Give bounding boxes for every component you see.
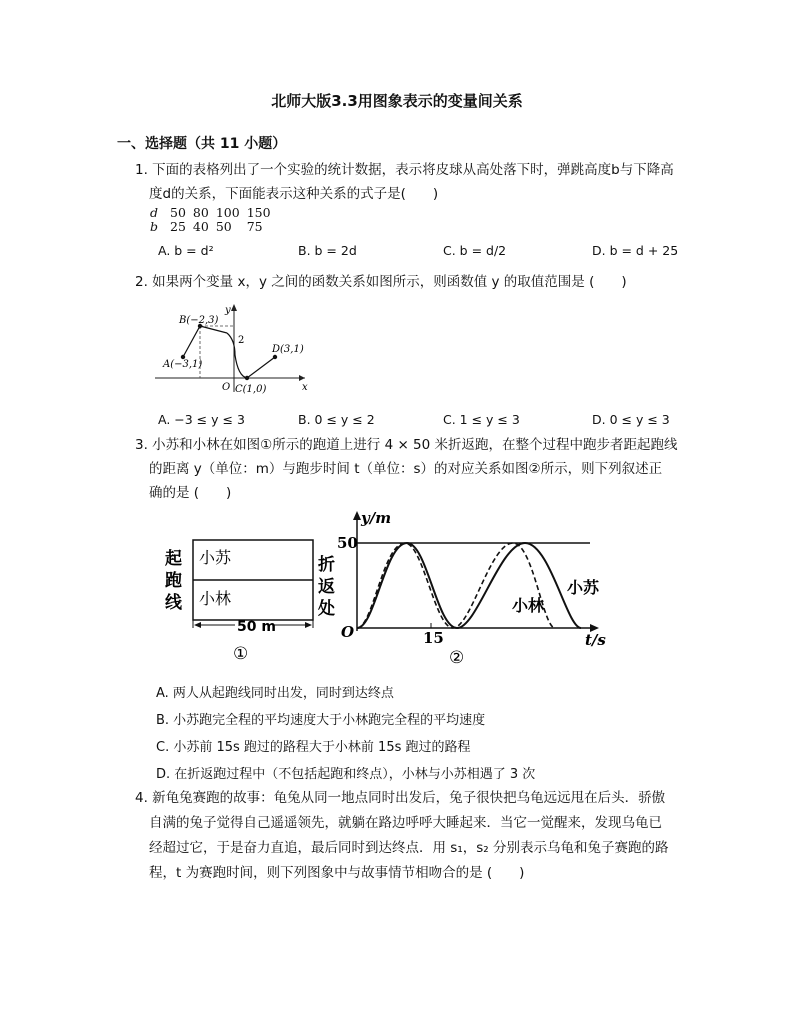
- figure-1-label: ①: [233, 644, 249, 664]
- y-axis-arrow-icon: [231, 304, 237, 311]
- q3-option-b[interactable]: B. 小苏跑完全程的平均速度大于小林跑完全程的平均速度: [156, 713, 486, 728]
- function-segments: [183, 326, 227, 357]
- table-cell: 50: [215, 219, 232, 234]
- label-c: C(1,0): [235, 384, 267, 395]
- turn-point-char-3: 处: [318, 599, 335, 619]
- table-cell: 100: [215, 205, 240, 220]
- q1-option-b[interactable]: B. b = 2d: [298, 243, 357, 258]
- q3-option-d[interactable]: D. 在折返跑过程中（不包括起跑和终点），小林与小苏相遇了 3 次: [156, 767, 536, 782]
- table-cell: 80: [192, 205, 209, 220]
- q3-option-c[interactable]: C. 小苏前 15s 跑过的路程大于小林前 15s 跑过的路程: [156, 740, 471, 755]
- q1-option-c[interactable]: C. b = d/2: [443, 243, 507, 258]
- lane-label-su: 小苏: [199, 548, 232, 567]
- question-1: [135, 158, 674, 206]
- q2-option-c[interactable]: C. 1 ≤ y ≤ 3: [443, 412, 520, 427]
- origin-label: O: [341, 623, 355, 641]
- label-y: y: [225, 305, 231, 316]
- point-c: [245, 376, 249, 380]
- q2-option-b[interactable]: B. 0 ≤ y ≤ 2: [298, 412, 375, 427]
- q4-line-4: 程，t 为赛跑时间，则下列图象中与故事情节相吻合的是 ( ): [149, 865, 525, 881]
- section-heading: 一、选择题（共 11 小题）: [117, 136, 287, 152]
- q1-data-table: [150, 206, 278, 234]
- q3-line-3: 确的是 ( ): [149, 485, 232, 501]
- table-row: [150, 220, 278, 234]
- curve-label-xiaolin: 小林: [512, 596, 545, 615]
- label-x: x: [302, 382, 308, 393]
- table-row: [150, 206, 278, 220]
- question-4: [135, 786, 668, 886]
- q3-track-figure: [155, 520, 350, 670]
- label-a: A(−3,1): [163, 359, 203, 370]
- label-b: B(−2,3): [179, 315, 219, 326]
- t-axis-label: t/s: [585, 631, 606, 649]
- q1-line-1: 1. 下面的表格列出了一个实验的统计数据，表示将皮球从高处落下时，弹跳高度b与下降高: [135, 162, 674, 178]
- width-label: 50 m: [237, 619, 276, 635]
- figure-2-label: ②: [449, 648, 465, 668]
- q3-options: [156, 680, 535, 788]
- q2-option-d[interactable]: D. 0 ≤ y ≤ 3: [592, 412, 670, 427]
- q2-line-1: 2. 如果两个变量 x，y 之间的函数关系如图所示，则函数值 y 的取值范围是 ( ): [135, 274, 627, 290]
- page-title: 北师大版3.3用图象表示的变量间关系: [271, 92, 523, 110]
- q3-line-2: 的距离 y（单位：m）与跑步时间 t（单位：s）的对应关系如图②所示，则下列叙述正: [149, 461, 663, 477]
- point-d: [273, 355, 277, 359]
- table-cell: 50: [170, 205, 186, 220]
- q2-option-a[interactable]: A. −3 ≤ y ≤ 3: [158, 412, 245, 427]
- q1-line-2: 度d的关系，下面能表示这种关系的式子是( ): [149, 186, 439, 202]
- curve-label-xiaosu: 小苏: [567, 578, 600, 597]
- y-axis-arrow-icon: [353, 511, 361, 520]
- table-cell: 40: [192, 219, 209, 234]
- start-line-char-3: 线: [165, 593, 182, 613]
- question-3: [135, 433, 678, 505]
- q4-line-1: 4. 新龟兔赛跑的故事：龟兔从同一地点同时出发后，兔子很快把乌龟远远甩在后头．骄傲: [135, 790, 666, 806]
- q4-line-3: 经超过它，于是奋力直追，最后同时到达终点．用 s₁，s₂ 分别表示乌龟和兔子赛跑的路: [149, 840, 669, 856]
- arrow-right-icon: [305, 622, 312, 628]
- curve-xiaolin: [357, 543, 555, 628]
- arrow-left-icon: [194, 622, 201, 628]
- lane-label-lin: 小林: [199, 589, 232, 608]
- q4-line-2: 自满的兔子觉得自己遥遥领先，就躺在路边呼呼大睡起来．当它一觉醒来，发现乌龟已: [149, 815, 662, 831]
- label-d: D(3,1): [272, 344, 304, 355]
- q1-option-d[interactable]: D. b = d + 25: [592, 243, 679, 258]
- q3-distance-time-graph: [335, 503, 615, 668]
- t15-label: 15: [423, 629, 444, 647]
- q3-option-a[interactable]: A. 两人从起跑线同时出发，同时到达终点: [156, 686, 394, 701]
- y50-label: 50: [337, 534, 358, 552]
- y-axis-label: y/m: [361, 509, 392, 527]
- turn-point-char-1: 折: [318, 555, 335, 575]
- q1-option-a[interactable]: A. b = d²: [158, 243, 214, 258]
- turn-point-char-2: 返: [318, 577, 335, 597]
- table-header-d: d: [150, 205, 159, 220]
- q2-function-graph: [155, 300, 320, 395]
- q3-line-1: 3. 小苏和小林在如图①所示的跑道上进行 4 × 50 米折返跑，在整个过程中跑步者距起跑线: [135, 437, 678, 453]
- label-two: 2: [238, 335, 245, 346]
- label-origin: O: [222, 382, 231, 393]
- table-cell: 75: [246, 219, 263, 234]
- start-line-char-1: 起: [165, 549, 182, 569]
- table-cell: 25: [170, 219, 186, 234]
- x-axis-arrow-icon: [299, 375, 305, 381]
- table-cell: 150: [246, 205, 271, 220]
- start-line-char-2: 跑: [165, 571, 182, 591]
- table-header-b: b: [150, 219, 159, 234]
